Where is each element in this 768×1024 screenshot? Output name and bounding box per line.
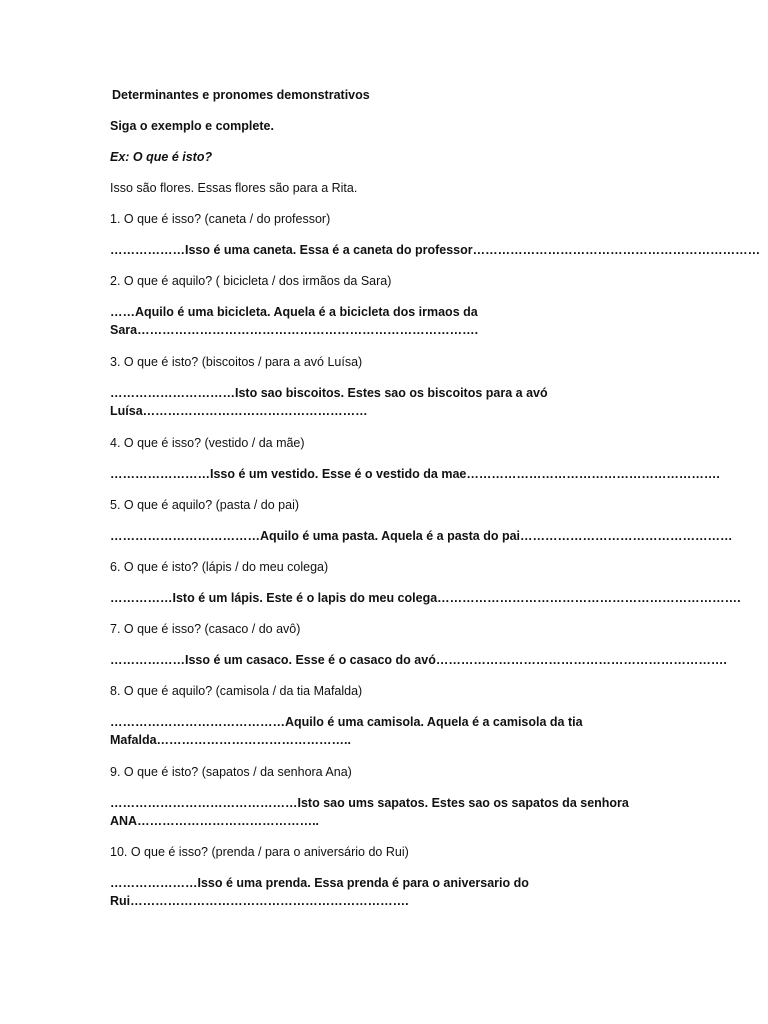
worksheet-title: Determinantes e pronomes demonstrativos <box>112 88 370 102</box>
question-9: 9. O que é isto? (sapatos / da senhora Ana) <box>110 765 352 779</box>
question-4: 4. O que é isso? (vestido / da mãe) <box>110 436 305 450</box>
answer-1-line-1: ………………Isso é uma caneta. Essa é a caneta do professor…………………………………………………………… <box>110 243 761 257</box>
instruction-text: Siga o exemplo e complete. <box>110 119 274 133</box>
answer-8-line-1: ……………………………………Aquilo é uma camisola. Aquela é a camisola da tia <box>110 715 583 729</box>
example-answer: Isso são flores. Essas flores são para a Rita. <box>110 181 358 195</box>
answer-8-line-2: Mafalda……………………………………….. <box>110 733 351 747</box>
question-2: 2. O que é aquilo? ( bicicleta / dos irmãos da Sara) <box>110 274 392 288</box>
example-question: Ex: O que é isto? <box>110 150 213 164</box>
question-10: 10. O que é isso? (prenda / para o aniversário do Rui) <box>110 845 409 859</box>
answer-5-line-1: ………………………………Aquilo é uma pasta. Aquela é a pasta do pai…………………………………………… <box>110 529 733 543</box>
question-6: 6. O que é isto? (lápis / do meu colega) <box>110 560 329 574</box>
answer-9-line-2: ANA…………………………………….. <box>110 814 320 828</box>
answer-10-line-2: Rui…………………………………………………………. <box>110 894 409 908</box>
question-1: 1. O que é isso? (caneta / do professor) <box>110 212 331 226</box>
answer-7-line-1: ………………Isso é um casaco. Esse é o casaco do avó……………………………………………………………. <box>110 653 727 667</box>
answer-9-line-1: ………………………………………Isto sao ums sapatos. Estes sao os sapatos da senhora <box>110 796 629 810</box>
question-5: 5. O que é aquilo? (pasta / do pai) <box>110 498 300 512</box>
answer-4-line-1: ……………………Isso é um vestido. Esse é o vestido da mae……………………………………………………. <box>110 467 720 481</box>
answer-3-line-1: …………………………Isto sao biscoitos. Estes sao os biscoitos para a avó <box>110 386 548 400</box>
answer-10-line-1: …………………Isso é uma prenda. Essa prenda é para o aniversario do <box>110 876 529 890</box>
question-8: 8. O que é aquilo? (camisola / da tia Mafalda) <box>110 684 363 698</box>
answer-3-line-2: Luísa……………………………………………… <box>110 404 368 418</box>
answer-2-line-1: ……Aquilo é uma bicicleta. Aquela é a bicicleta dos irmaos da <box>110 305 478 319</box>
answer-2-line-2: Sara………………………………………………………………………. <box>110 323 479 337</box>
question-3: 3. O que é isto? (biscoitos / para a avó Luísa) <box>110 355 363 369</box>
answer-6-line-1: ……………Isto é um lápis. Este é o lapis do meu colega………………………………………………………………. <box>110 591 741 605</box>
question-7: 7. O que é isso? (casaco / do avô) <box>110 622 301 636</box>
